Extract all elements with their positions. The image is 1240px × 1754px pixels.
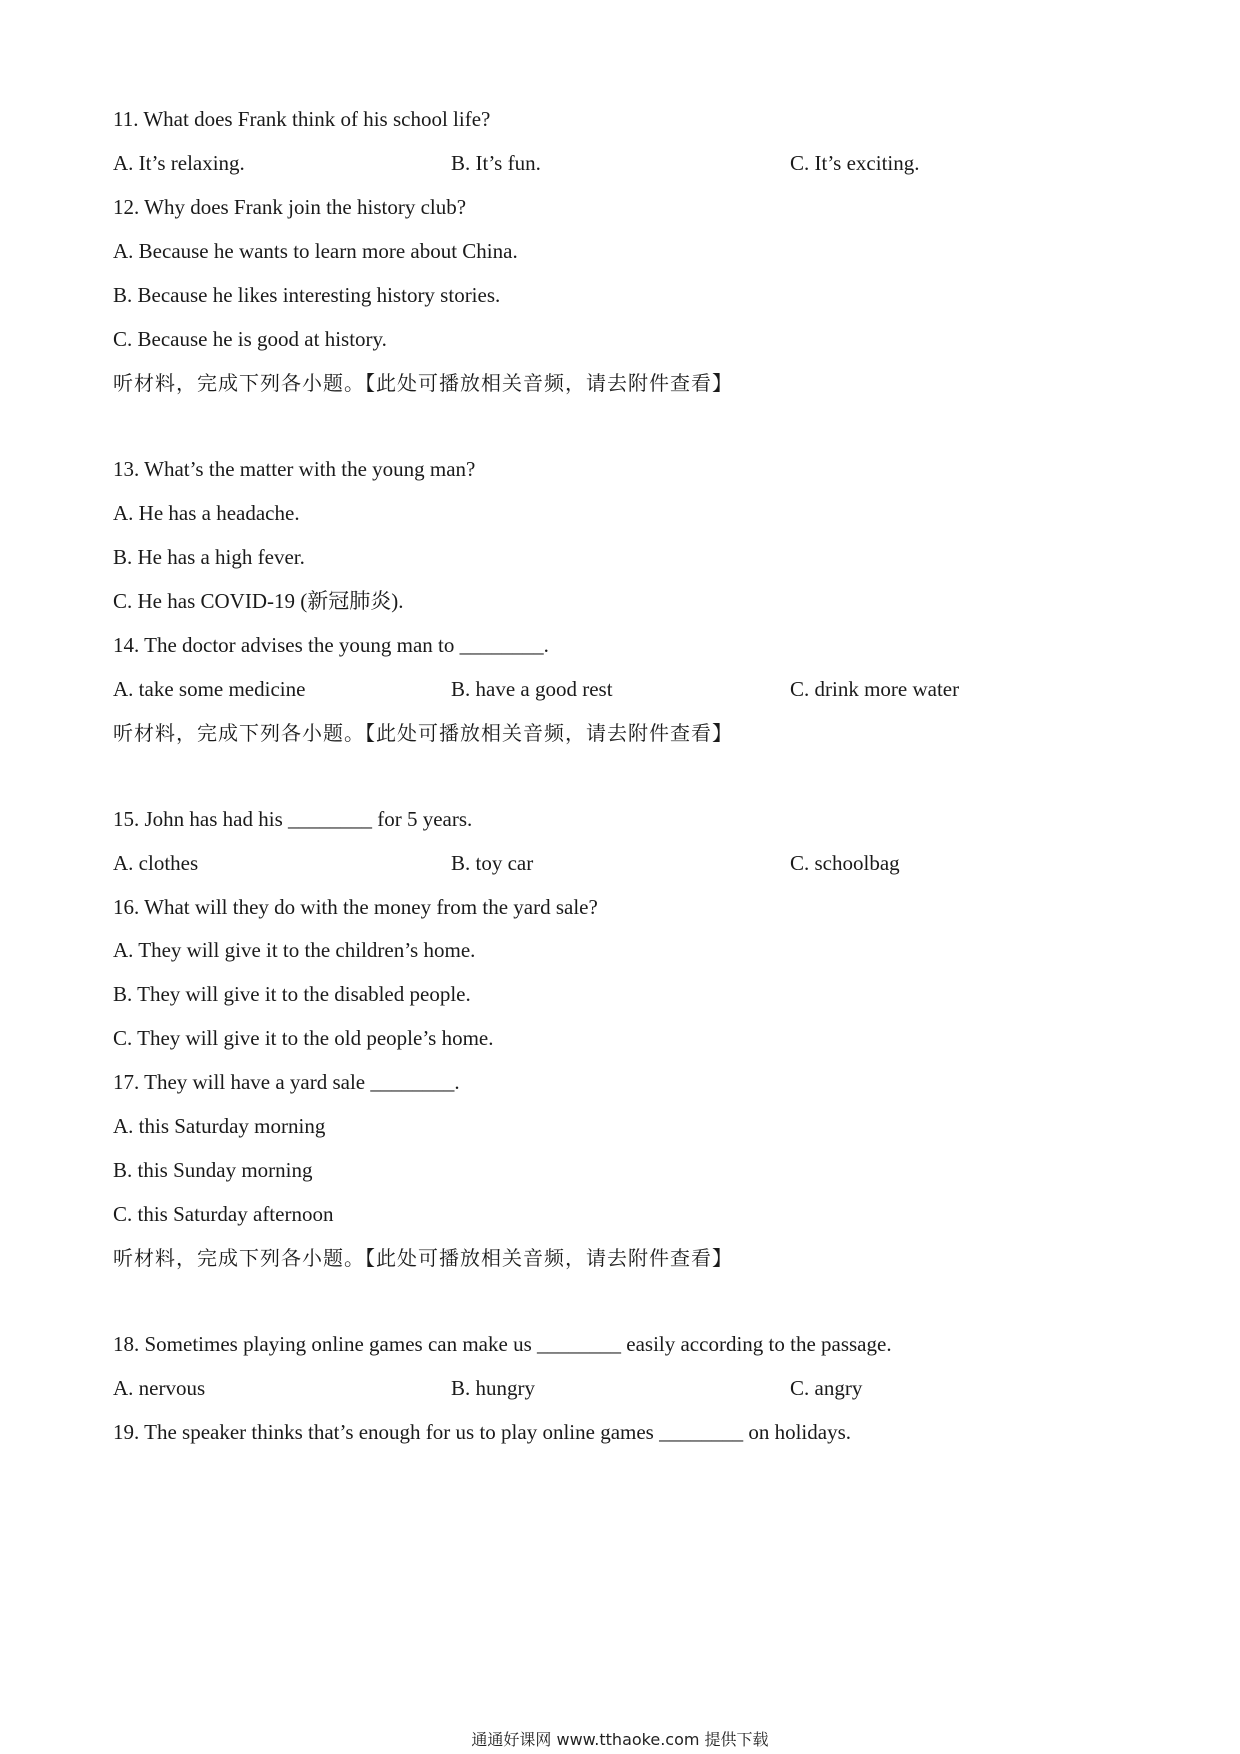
listening-instruction: 听材料，完成下列各小题。【此处可播放相关音频，请去附件查看】 — [113, 1246, 733, 1270]
option-b: B. have a good rest — [451, 677, 613, 701]
question-15-stem: 15. John has had his ________ for 5 years. — [113, 807, 473, 831]
option-c: C. drink more water — [790, 677, 960, 701]
option-a: A. clothes — [113, 851, 199, 875]
page-footer: 通通好课网 www.tthaoke.com 提供下载 — [471, 1730, 769, 1749]
question-17-option-c: C. this Saturday afternoon — [113, 1202, 334, 1226]
question-18-stem: 18. Sometimes playing online games can make us ________ easily according to the passage. — [113, 1332, 892, 1356]
listening-instruction: 听材料，完成下列各小题。【此处可播放相关音频，请去附件查看】 — [113, 721, 733, 745]
question-11-options — [113, 150, 1133, 176]
option-a: A. nervous — [113, 1376, 206, 1400]
question-15-options — [113, 850, 1133, 876]
question-19-stem: 19. The speaker thinks that’s enough for us to play online games ________ on holidays. — [113, 1420, 852, 1444]
question-14-stem: 14. The doctor advises the young man to ________. — [113, 633, 549, 657]
listening-instruction: 听材料，完成下列各小题。【此处可播放相关音频，请去附件查看】 — [113, 371, 733, 395]
question-18-options — [113, 1375, 1133, 1401]
question-13-option-b: B. He has a high fever. — [113, 545, 305, 569]
option-c: C. It’s exciting. — [790, 151, 920, 175]
question-13-option-a: A. He has a headache. — [113, 501, 300, 525]
option-c: C. angry — [790, 1376, 863, 1400]
option-b: B. It’s fun. — [451, 151, 541, 175]
question-16-option-a: A. They will give it to the children’s home. — [113, 938, 476, 962]
question-12-option-a: A. Because he wants to learn more about China. — [113, 239, 518, 263]
question-17-stem: 17. They will have a yard sale ________. — [113, 1070, 460, 1094]
question-12-stem: 12. Why does Frank join the history club? — [113, 195, 467, 219]
option-a: A. It’s relaxing. — [113, 151, 245, 175]
option-a: A. take some medicine — [113, 677, 306, 701]
option-b: B. toy car — [451, 851, 534, 875]
option-b: B. hungry — [451, 1376, 535, 1400]
question-13-stem: 13. What’s the matter with the young man? — [113, 457, 476, 481]
question-16-option-b: B. They will give it to the disabled people. — [113, 982, 471, 1006]
question-11-stem: 11. What does Frank think of his school life? — [113, 107, 491, 131]
question-17-option-a: A. this Saturday morning — [113, 1114, 326, 1138]
option-c: C. schoolbag — [790, 851, 900, 875]
question-12-option-c: C. Because he is good at history. — [113, 327, 387, 351]
question-13-option-c: C. He has COVID-19 (新冠肺炎). — [113, 589, 404, 613]
question-16-option-c: C. They will give it to the old people’s home. — [113, 1026, 494, 1050]
question-14-options — [113, 676, 1133, 702]
question-17-option-b: B. this Sunday morning — [113, 1158, 313, 1182]
question-16-stem: 16. What will they do with the money from the yard sale? — [113, 895, 598, 919]
question-12-option-b: B. Because he likes interesting history stories. — [113, 283, 501, 307]
